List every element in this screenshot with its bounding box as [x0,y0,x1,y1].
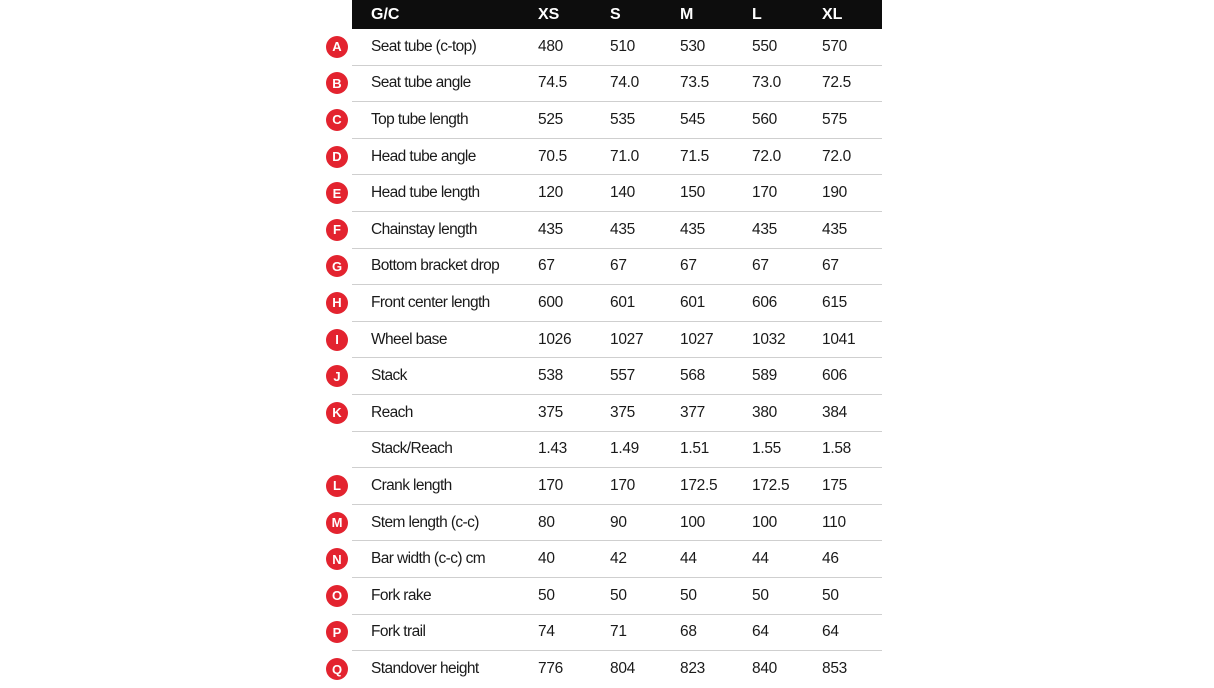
header-size-s: S [610,5,621,23]
cell-m: 150 [680,184,705,202]
cell-xl: 1041 [822,330,856,348]
cell-xs: 74.5 [538,74,567,92]
row-label: Fork rake [371,586,432,604]
cell-s: 140 [610,184,635,202]
cell-s: 170 [610,476,635,494]
row-label: Seat tube angle [371,74,471,92]
row-label: Seat tube (c-top) [371,37,477,55]
table-row [332,541,882,578]
table-body [331,29,882,688]
cell-xl: 72.0 [822,147,851,165]
cell-xl: 64 [822,623,839,641]
cell-xl: 110 [822,513,846,531]
cell-l: 589 [752,367,777,385]
header-size-xl: XL [822,5,843,23]
cell-xs: 435 [538,220,563,238]
cell-xl: 72.5 [822,74,851,92]
row-marker-badge: K [326,402,348,424]
cell-xs: 120 [538,184,563,202]
cell-xs: 480 [538,37,563,55]
cell-xs: 538 [538,367,563,385]
cell-xl: 190 [822,184,847,202]
cell-xs: 1026 [538,330,572,348]
row-marker-badge: G [326,255,348,277]
cell-xs: 776 [538,660,563,678]
row-label: Chainstay length [371,220,477,238]
cell-m: 100 [680,513,705,531]
row-label: Head tube length [371,184,480,202]
table-row [331,651,882,688]
cell-s: 71.0 [610,147,639,165]
cell-l: 100 [752,513,777,531]
header-size-m: M [680,5,694,23]
row-marker-badge: F [326,219,348,241]
cell-xs: 525 [538,110,563,128]
table-row [332,139,882,176]
cell-l: 72.0 [752,147,781,165]
row-label: Crank length [371,476,452,494]
cell-l: 170 [752,184,777,202]
cell-l: 67 [752,257,769,275]
row-label: Wheel base [371,330,447,348]
cell-m: 1027 [680,330,714,348]
cell-l: 1.55 [752,440,781,458]
cell-s: 601 [610,293,635,311]
cell-xl: 67 [822,257,839,275]
cell-l: 606 [752,293,777,311]
cell-m: 68 [680,623,697,641]
cell-xl: 435 [822,220,847,238]
cell-xl: 606 [822,367,847,385]
row-label: Front center length [371,293,490,311]
row-marker-badge: A [326,36,348,58]
cell-xs: 74 [538,623,555,641]
cell-xs: 170 [538,476,563,494]
cell-s: 1027 [610,330,644,348]
cell-m: 71.5 [680,147,709,165]
row-marker-badge: Q [326,658,348,680]
cell-l: 435 [752,220,777,238]
row-marker-badge: J [326,365,348,387]
table-row [331,249,882,286]
cell-s: 435 [610,220,635,238]
table-header-row [352,0,882,29]
cell-s: 74.0 [610,74,639,92]
row-marker-badge: C [326,109,348,131]
row-marker-badge: H [326,292,348,314]
row-label: Stack/Reach [371,440,453,458]
row-marker-badge: P [326,621,348,643]
table-row [332,175,882,212]
row-marker-badge: N [326,548,348,570]
table-row [331,578,882,615]
cell-s: 1.49 [610,440,639,458]
row-marker-badge: E [326,182,348,204]
cell-s: 67 [610,257,627,275]
table-row [331,505,882,542]
cell-s: 375 [610,403,635,421]
cell-xl: 50 [822,586,839,604]
table-row [332,29,882,66]
row-marker-badge: B [326,72,348,94]
cell-xl: 175 [822,476,847,494]
cell-xs: 80 [538,513,555,531]
geometry-table [331,0,882,688]
row-label: Stem length (c-c) [371,513,479,531]
cell-s: 71 [610,623,627,641]
cell-xs: 600 [538,293,563,311]
row-label: Bottom bracket drop [371,257,500,275]
table-row [332,395,882,432]
table-row [332,285,882,322]
header-size-l: L [752,5,762,23]
header-size-xs: XS [538,5,560,23]
cell-s: 90 [610,513,627,531]
cell-l: 64 [752,623,769,641]
header-label: G/C [371,5,400,23]
cell-s: 42 [610,550,627,568]
row-marker-badge: I [326,329,348,351]
cell-s: 535 [610,110,635,128]
cell-xl: 575 [822,110,847,128]
cell-m: 823 [680,660,705,678]
row-marker-badge: D [326,146,348,168]
row-label: Stack [371,367,407,385]
table-row [333,212,882,249]
cell-m: 44 [680,550,697,568]
table-row [332,66,882,103]
cell-m: 73.5 [680,74,709,92]
cell-l: 380 [752,403,777,421]
row-marker-badge: L [326,475,348,497]
row-label: Standover height [371,660,479,678]
row-label: Bar width (c-c) cm [371,550,486,568]
cell-m: 601 [680,293,705,311]
cell-m: 568 [680,367,705,385]
row-marker-badge: O [326,585,348,607]
cell-m: 530 [680,37,705,55]
cell-s: 50 [610,586,627,604]
row-label: Fork trail [371,623,426,641]
row-label: Head tube angle [371,147,476,165]
row-label: Top tube length [371,110,469,128]
cell-xs: 1.43 [538,440,567,458]
row-marker-badge: M [326,512,348,534]
cell-xs: 375 [538,403,563,421]
cell-xl: 1.58 [822,440,851,458]
cell-xl: 853 [822,660,847,678]
cell-xl: 46 [822,550,839,568]
cell-m: 377 [680,403,705,421]
row-label: Reach [371,403,413,421]
cell-l: 73.0 [752,74,781,92]
cell-s: 804 [610,660,635,678]
cell-m: 545 [680,110,705,128]
cell-s: 557 [610,367,635,385]
table-row [332,615,882,652]
cell-xs: 50 [538,586,555,604]
table-row [333,358,882,395]
cell-xl: 570 [822,37,847,55]
cell-xl: 384 [822,403,847,421]
cell-l: 840 [752,660,777,678]
cell-xs: 70.5 [538,147,567,165]
table-row [333,468,882,505]
table-row [352,432,882,469]
cell-xs: 67 [538,257,555,275]
cell-s: 510 [610,37,635,55]
cell-m: 67 [680,257,697,275]
table-row [332,102,882,139]
cell-xs: 40 [538,550,555,568]
cell-l: 44 [752,550,769,568]
table-row [335,322,882,359]
cell-l: 50 [752,586,769,604]
cell-l: 172.5 [752,476,790,494]
cell-l: 550 [752,37,777,55]
cell-l: 1032 [752,330,786,348]
cell-l: 560 [752,110,777,128]
cell-m: 50 [680,586,697,604]
cell-m: 172.5 [680,476,718,494]
cell-xl: 615 [822,293,847,311]
cell-m: 435 [680,220,705,238]
cell-m: 1.51 [680,440,709,458]
